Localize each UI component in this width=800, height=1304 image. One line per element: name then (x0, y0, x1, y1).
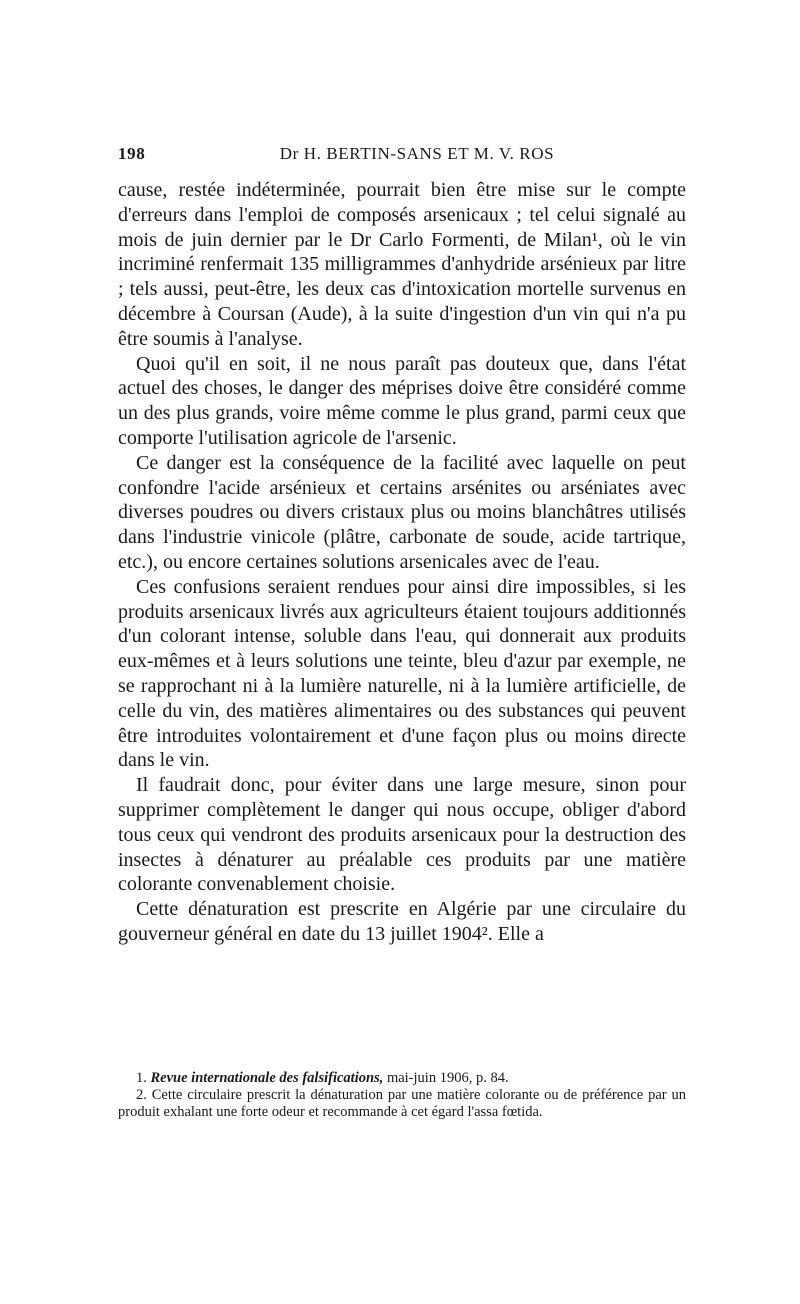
paragraph-4: Ces confusions seraient rendues pour ainsi dire impossibles, si les produits arsenicaux livrés aux agriculteurs étaient toujours additionnés d'un colorant intense, soluble dans l'eau, qui donnerait aux produits eux-mêmes et à leurs solutions une teinte, bleu d'azur par exemple, ne se rapprochant ni à la lumière naturelle, ni à la lumière artificielle, de celle du vin, des matières alimentaires ou des substances qui peuvent être introduites volontairement et d'une façon plus ou moins directe dans le vin. (118, 575, 686, 772)
page-header (118, 144, 688, 166)
footnote-2 (118, 1087, 686, 1121)
footnotes (118, 1070, 686, 1121)
footnote-1 (118, 1070, 686, 1087)
paragraph-6: Cette dénaturation est prescrite en Algérie par une circulaire du gouverneur général en date du 13 juillet 1904². Elle a (118, 898, 686, 945)
paragraph-1: cause, restée indéterminée, pourrait bien être mise sur le compte d'erreurs dans l'emploi de composés arsenicaux ; tel celui signalé au mois de juin dernier par le Dr Carlo Formenti, de Milan¹, où le vin incriminé renfermait 135 milligrammes d'anhydride arsénieux par litre ; tels aussi, peut-être, les deux cas d'intoxication mortelle survenus en décembre à Coursan (Aude), à la suite d'ingestion d'un vin qui n'a pu être soumis à l'analyse. (118, 179, 686, 350)
page-number: 198 (118, 144, 146, 163)
paragraph-2: Quoi qu'il en soit, il ne nous paraît pas douteux que, dans l'état actuel des choses, le danger des méprises doive être considéré comme un des plus grands, voire même comme le plus grand, parmi ceux que comporte l'utilisation agricole de l'arsenic. (118, 352, 686, 449)
footnote-2-text: Cette circulaire prescrit la dénaturation par une matière colorante ou de préférence par un produit exhalant une forte odeur et recommande à cet égard l'assa fœtida. (118, 1087, 686, 1120)
footnote-2-number: 2. (136, 1087, 147, 1103)
paragraph-3: Ce danger est la conséquence de la facilité avec laquelle on peut confondre l'acide arsénieux et certains arsénites ou arséniates avec diverses poudres ou divers cristaux plus ou moins blanchâtres utilisés dans l'industrie vinicole (plâtre, carbonate de soude, acide tartrique, etc.), ou encore certaines solutions arsenicales avec de l'eau. (118, 451, 686, 573)
body-text (118, 178, 686, 947)
footnote-1-source: Revue internationale des falsifications, (150, 1070, 384, 1086)
footnote-1-rest: mai-juin 1906, p. 84. (383, 1070, 509, 1086)
paragraph-5: Il faudrait donc, pour éviter dans une large mesure, sinon pour supprimer complètement le danger qui nous occupe, obliger d'abord tous ceux qui vendront des produits arsenicaux pour la destruction des insectes à dénaturer au préalable ces produits par une matière colorante convenablement choisie. (118, 774, 686, 896)
footnote-1-number: 1. (136, 1070, 147, 1086)
running-title: Dr H. BERTIN-SANS ET M. V. ROS (279, 144, 555, 163)
